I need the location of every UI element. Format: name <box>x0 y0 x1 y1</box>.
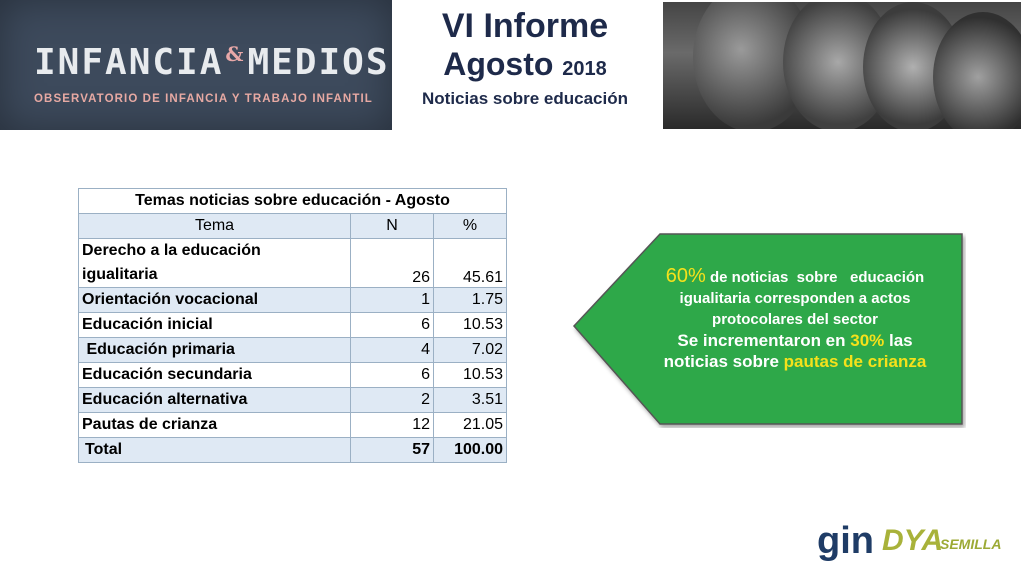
row-pct: 45.61 <box>434 239 507 288</box>
row-pct: 7.02 <box>434 338 507 363</box>
column-header-pct: % <box>434 214 507 239</box>
row-pct: 10.53 <box>434 313 507 338</box>
row-n: 6 <box>351 363 434 388</box>
row-n: 6 <box>351 313 434 338</box>
row-n: 12 <box>351 413 434 438</box>
sponsor-logos <box>812 520 1024 570</box>
total-label: Total <box>79 438 351 463</box>
callout-line-3: protocolares del sector <box>712 311 878 328</box>
row-pct: 3.51 <box>434 388 507 413</box>
banner-subtitle: OBSERVATORIO DE INFANCIA Y TRABAJO INFANTIL <box>34 93 373 105</box>
table-row <box>79 338 507 363</box>
row-n: 1 <box>351 288 434 313</box>
row-label-line-1: Derecho a la educación <box>82 242 261 259</box>
row-label: Pautas de crianza <box>79 413 351 438</box>
education-topics-table <box>78 188 507 463</box>
logo-ampersand: & <box>225 42 246 66</box>
table-row <box>79 239 507 288</box>
row-label <box>79 239 351 288</box>
row-label: Educación secundaria <box>79 363 351 388</box>
total-n: 57 <box>351 438 434 463</box>
callout-text-2b: las <box>884 331 913 350</box>
callout-text-1a: de noticias sobre educación <box>705 269 925 286</box>
report-title <box>395 6 655 111</box>
row-n: 26 <box>351 239 434 288</box>
callout-line-4 <box>640 330 950 351</box>
callout-pct-60: 60% <box>665 265 706 287</box>
callout-line-5 <box>640 351 950 372</box>
callout-line-2: igualitaria corresponden a actos <box>679 290 911 307</box>
callout-text-2a: Se incrementaron en <box>677 331 851 350</box>
title-line-3: Noticias sobre educación <box>422 89 628 108</box>
children-photo <box>663 2 1021 129</box>
row-label: Orientación vocacional <box>79 288 351 313</box>
row-pct: 10.53 <box>434 363 507 388</box>
row-n: 4 <box>351 338 434 363</box>
logo-word-infancia: INFANCIA <box>34 42 224 83</box>
infancia-medios-banner <box>0 0 392 130</box>
table-header-row <box>79 214 507 239</box>
callout-line-1 <box>640 266 950 288</box>
callout-pct-30: 30% <box>850 331 885 350</box>
title-line-2 <box>395 46 655 87</box>
title-month: Agosto <box>443 46 554 82</box>
row-n: 2 <box>351 388 434 413</box>
dya-logo: DYA <box>882 524 944 557</box>
table-row <box>79 363 507 388</box>
logo-word-medios: MEDIOS <box>247 42 390 83</box>
title-year: 2018 <box>562 58 607 80</box>
row-pct: 1.75 <box>434 288 507 313</box>
row-label-line-2: igualitaria <box>82 266 158 283</box>
column-header-n: N <box>351 214 434 239</box>
row-label: Educación inicial <box>79 313 351 338</box>
semilla-logo: SEMILLA <box>940 536 1002 552</box>
table-row <box>79 388 507 413</box>
callout-text-3a: noticias sobre <box>663 352 784 371</box>
gin-logo: gin <box>817 520 874 562</box>
column-header-tema: Tema <box>79 214 351 239</box>
table-row <box>79 288 507 313</box>
table-total-row <box>79 438 507 463</box>
table-row <box>79 313 507 338</box>
table-row <box>79 413 507 438</box>
table-caption: Temas noticias sobre educación - Agosto <box>79 189 507 214</box>
row-label: Educación primaria <box>79 338 351 363</box>
total-pct: 100.00 <box>434 438 507 463</box>
row-pct: 21.05 <box>434 413 507 438</box>
callout-text <box>640 266 950 372</box>
title-line-1: VI Informe <box>441 7 609 45</box>
banner-logo-text <box>34 42 390 83</box>
row-label: Educación alternativa <box>79 388 351 413</box>
callout-highlight-pautas: pautas de crianza <box>783 352 927 371</box>
